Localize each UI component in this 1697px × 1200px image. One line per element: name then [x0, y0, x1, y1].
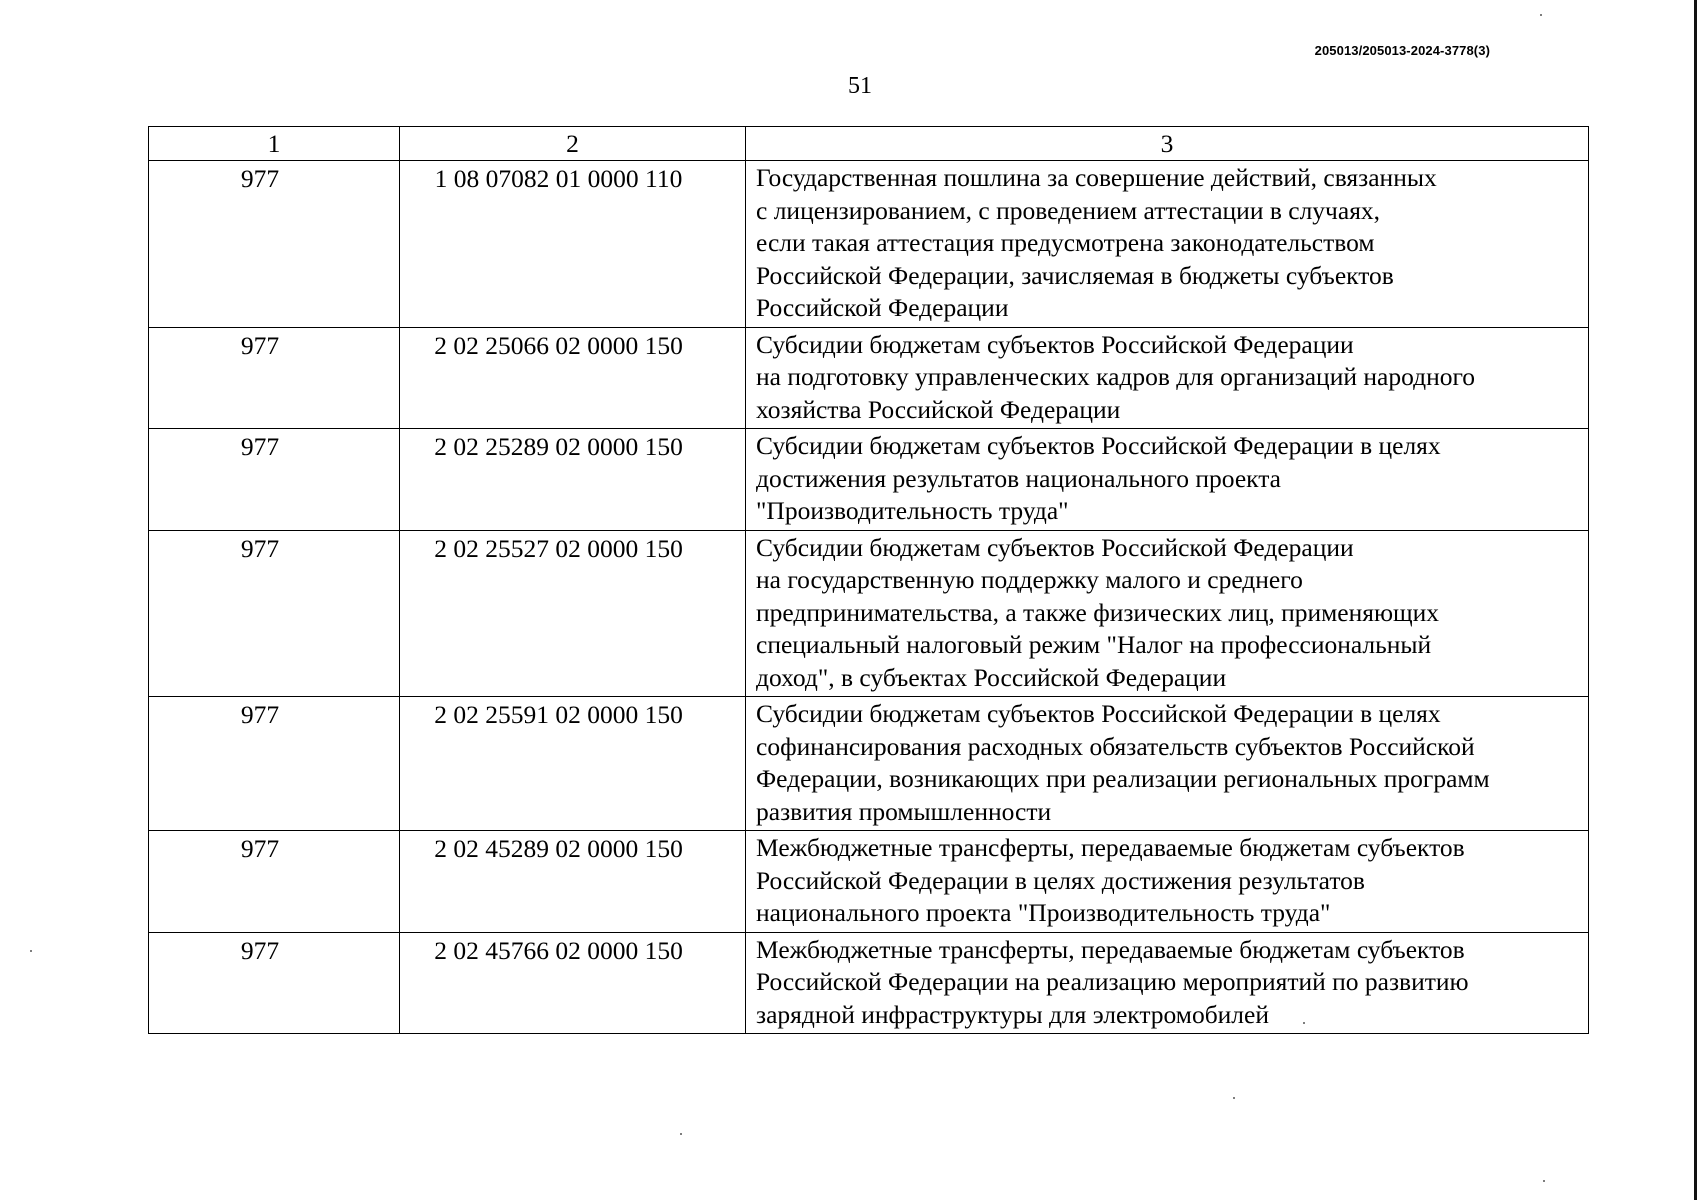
revenue-code-cell: [400, 161, 746, 328]
revenue-name-line: зарядной инфраструктуры для электромобилей: [756, 999, 1270, 1029]
admin-code-cell: [149, 697, 400, 831]
revenue-name-line: доход", в субъектах Российской Федерации: [756, 662, 1227, 692]
table-row: [149, 429, 1589, 531]
revenue-name-cell: [746, 161, 1589, 328]
revenue-name-line: развития промышленности: [756, 796, 1052, 826]
revenue-code-cell: [400, 327, 746, 429]
revenue-code-cell: [400, 697, 746, 831]
table-header-row: [149, 127, 1589, 161]
revenue-name-line: Межбюджетные трансферты, передаваемые бюджетам субъектов: [756, 833, 1465, 862]
revenue-name-cell: [746, 831, 1589, 933]
revenue-code: 2 02 45766 02 0000 150: [434, 935, 683, 965]
revenue-name-line: на подготовку управленческих кадров для организаций народного: [756, 362, 1476, 391]
scan-speck: [1540, 14, 1542, 16]
revenue-code-cell: [400, 530, 746, 697]
scan-speck: [1543, 1180, 1545, 1182]
revenue-name-line: Субсидии бюджетам субъектов Российской Федерации: [756, 532, 1354, 562]
revenue-name-line: если такая аттестация предусмотрена законодательством: [756, 228, 1375, 257]
revenue-name-line: софинансирования расходных обязательств субъектов Российской: [756, 731, 1475, 761]
revenue-code: 2 02 25591 02 0000 150: [434, 700, 683, 729]
revenue-name-line: Государственная пошлина за совершение действий, связанных: [756, 163, 1437, 192]
revenue-code: 2 02 25289 02 0000 150: [434, 432, 683, 461]
revenue-name-line: Российской Федерации: [756, 293, 1009, 322]
document-id: 205013/205013-2024-3778(3): [1314, 43, 1490, 58]
revenue-name-line: Федерации, возникающих при реализации региональных программ: [756, 764, 1490, 793]
admin-code-cell: [149, 161, 400, 328]
scan-speck: [680, 1133, 682, 1135]
revenue-name-line: предпринимательства, а также физических лиц, применяющих: [756, 597, 1440, 627]
revenue-name-line: Межбюджетные трансферты, передаваемые бюджетам субъектов: [756, 934, 1465, 964]
scan-speck: [1233, 1097, 1235, 1099]
table-row: [149, 932, 1589, 1034]
revenue-code: 2 02 25066 02 0000 150: [434, 330, 683, 360]
revenue-code: 1 08 07082 01 0000 110: [434, 164, 683, 193]
revenue-name-line: на государственную поддержку малого и среднего: [756, 565, 1303, 594]
revenue-name-line: Российской Федерации, зачисляемая в бюджеты субъектов: [756, 260, 1394, 290]
admin-code-cell: [149, 327, 400, 429]
revenue-name-line: Российской Федерации на реализацию мероприятий по развитию: [756, 967, 1469, 996]
column-header-2: 2: [400, 127, 746, 161]
revenue-name-line: хозяйства Российской Федерации: [756, 394, 1121, 424]
revenue-name-cell: [746, 530, 1589, 697]
scan-speck: [1303, 1022, 1305, 1024]
revenue-code-cell: [400, 932, 746, 1034]
admin-code: 977: [240, 330, 280, 360]
revenue-code: 2 02 45289 02 0000 150: [434, 834, 683, 863]
table-row: [149, 161, 1589, 328]
admin-code-cell: [149, 932, 400, 1034]
revenue-codes-table: [148, 126, 1589, 1034]
admin-code: 977: [240, 164, 280, 193]
admin-code: 977: [240, 700, 280, 729]
table-row: [149, 697, 1589, 831]
revenue-code: 2 02 25527 02 0000 150: [434, 533, 683, 563]
revenue-name-line: "Производительность труда": [756, 496, 1069, 525]
admin-code: 977: [240, 935, 280, 965]
revenue-name-cell: [746, 327, 1589, 429]
table-row: [149, 530, 1589, 697]
column-header-3: 3: [746, 127, 1589, 161]
revenue-name-line: с лицензированием, с проведением аттестации в случаях,: [756, 195, 1381, 225]
scan-speck: [30, 950, 32, 952]
column-header-1: 1: [149, 127, 400, 161]
revenue-name-cell: [746, 697, 1589, 831]
revenue-name-line: Субсидии бюджетам субъектов Российской Федерации в целях: [756, 699, 1441, 728]
admin-code-cell: [149, 429, 400, 531]
revenue-name-line: специальный налоговый режим "Налог на профессиональный: [756, 630, 1432, 659]
revenue-name-line: Субсидии бюджетам субъектов Российской Федерации: [756, 329, 1354, 359]
table-row: [149, 327, 1589, 429]
admin-code-cell: [149, 530, 400, 697]
revenue-name-cell: [746, 429, 1589, 531]
revenue-name-cell: [746, 932, 1589, 1034]
admin-code: 977: [240, 432, 280, 461]
table-row: [149, 831, 1589, 933]
revenue-code-cell: [400, 831, 746, 933]
revenue-name-line: достижения результатов национального проекта: [756, 463, 1281, 493]
admin-code: 977: [240, 834, 280, 863]
admin-code-cell: [149, 831, 400, 933]
revenue-name-line: Субсидии бюджетам субъектов Российской Федерации в целях: [756, 431, 1441, 460]
revenue-name-line: национального проекта "Производительность труда": [756, 898, 1331, 927]
admin-code: 977: [240, 533, 280, 563]
revenue-code-cell: [400, 429, 746, 531]
revenue-name-line: Российской Федерации в целях достижения результатов: [756, 865, 1365, 895]
page-number: 51: [848, 73, 872, 99]
